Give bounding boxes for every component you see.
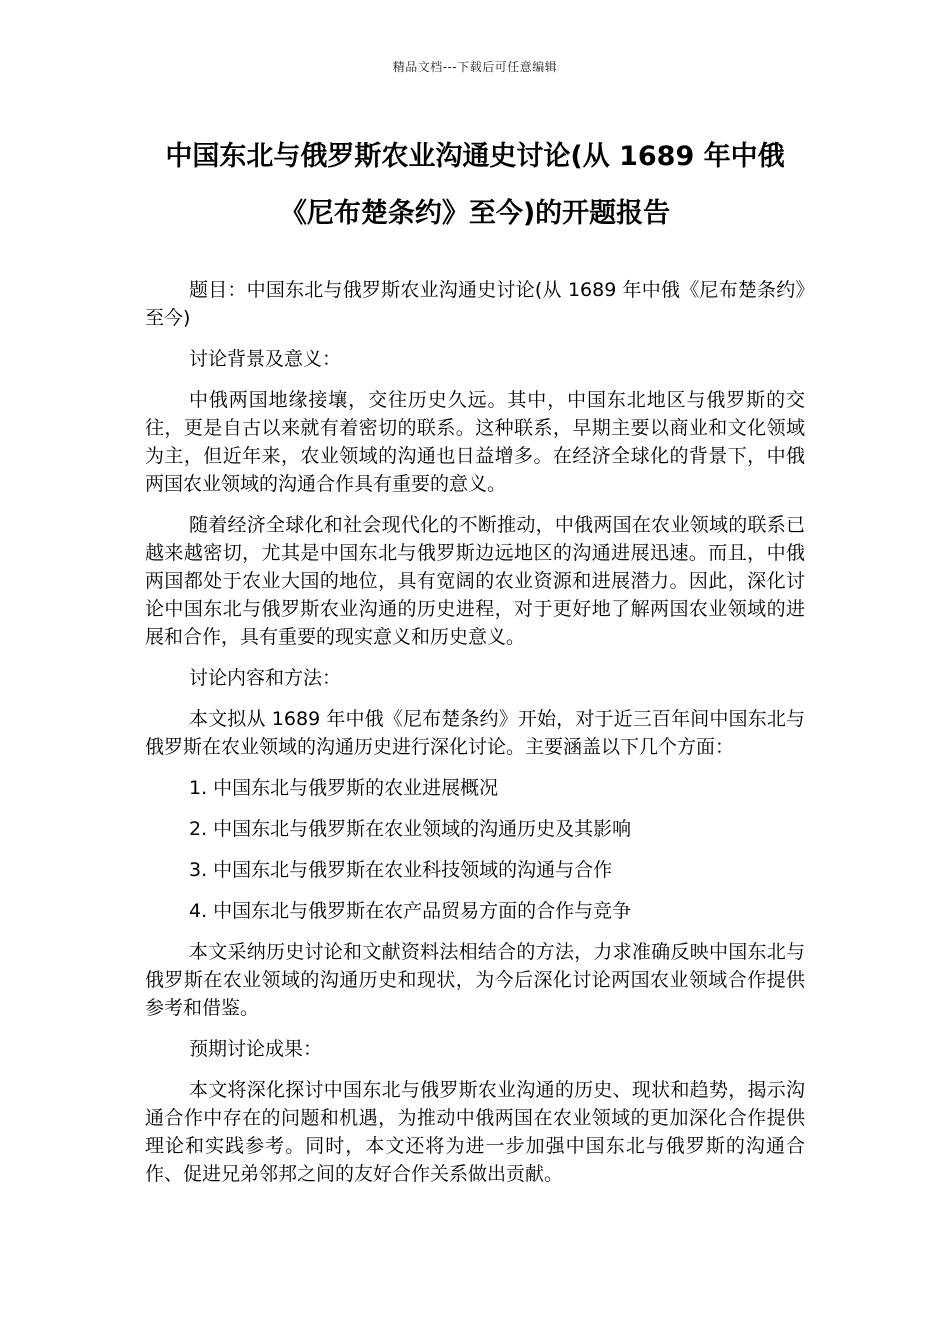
method-paragraph: 本文采纳历史讨论和文献资料法相结合的方法，力求准确反映中国东北与俄罗斯在农业领域的沟通历史和现状，为今后深化讨论两国农业领域合作提供参考和借鉴。 <box>145 941 805 1019</box>
list-item: 3. 中国东北与俄罗斯在农业科技领域的沟通与合作 <box>189 859 613 881</box>
title-line-1: 中国东北与俄罗斯农业沟通史讨论(从 1689 年中俄 <box>165 141 785 172</box>
list-item: 2. 中国东北与俄罗斯在农业领域的沟通历史及其影响 <box>189 818 632 840</box>
document-title <box>110 128 840 242</box>
content-paragraph: 本文拟从 1689 年中俄《尼布楚条约》开始，对于近三百年间中国东北与俄罗斯在农业领域的沟通历史进行深化讨论。主要涵盖以下几个方面： <box>145 708 805 758</box>
title-line-2: 《尼布楚条约》至今)的开题报告 <box>279 198 671 229</box>
results-paragraph: 本文将深化探讨中国东北与俄罗斯农业沟通的历史、现状和趋势，揭示沟通合作中存在的问题和机遇，为推动中俄两国在农业领域的更加深化合作提供理论和实践参考。同时，本文还将为进一步加强中国东北与俄罗斯的沟通合作、促进兄弟邻邦之间的友好合作关系做出贡献。 <box>145 1079 805 1185</box>
content-heading: 讨论内容和方法： <box>189 667 342 689</box>
list-item: 1. 中国东北与俄罗斯的农业进展概况 <box>189 777 499 799</box>
document-body <box>145 276 805 1201</box>
results-heading: 预期讨论成果： <box>189 1038 323 1060</box>
background-paragraph-1: 中俄两国地缘接壤，交往历史久远。其中，中国东北地区与俄罗斯的交往，更是自古以来就有着密切的联系。这种联系，早期主要以商业和文化领域为主，但近年来，农业领域的沟通也日益增多。在经济全球化的背景下，中俄两国农业领域的沟通合作具有重要的意义。 <box>145 389 805 495</box>
background-heading: 讨论背景及意义： <box>189 348 342 370</box>
list-item: 4. 中国东北与俄罗斯在农产品贸易方面的合作与竞争 <box>189 900 632 922</box>
background-paragraph-2: 随着经济全球化和社会现代化的不断推动，中俄两国在农业领域的联系已越来越密切，尤其是中国东北与俄罗斯边远地区的沟通进展迅速。而且，中俄两国都处于农业大国的地位，具有宽阔的农业资源和进展潜力。因此，深化讨论中国东北与俄罗斯农业沟通的历史进程，对于更好地了解两国农业领域的进展和合作，具有重要的现实意义和历史意义。 <box>145 514 805 648</box>
topic-paragraph: 题目：中国东北与俄罗斯农业沟通史讨论(从 1689 年中俄《尼布楚条约》至今) <box>145 279 805 329</box>
page-header: 精品文档---下载后可任意编辑 <box>392 60 558 74</box>
